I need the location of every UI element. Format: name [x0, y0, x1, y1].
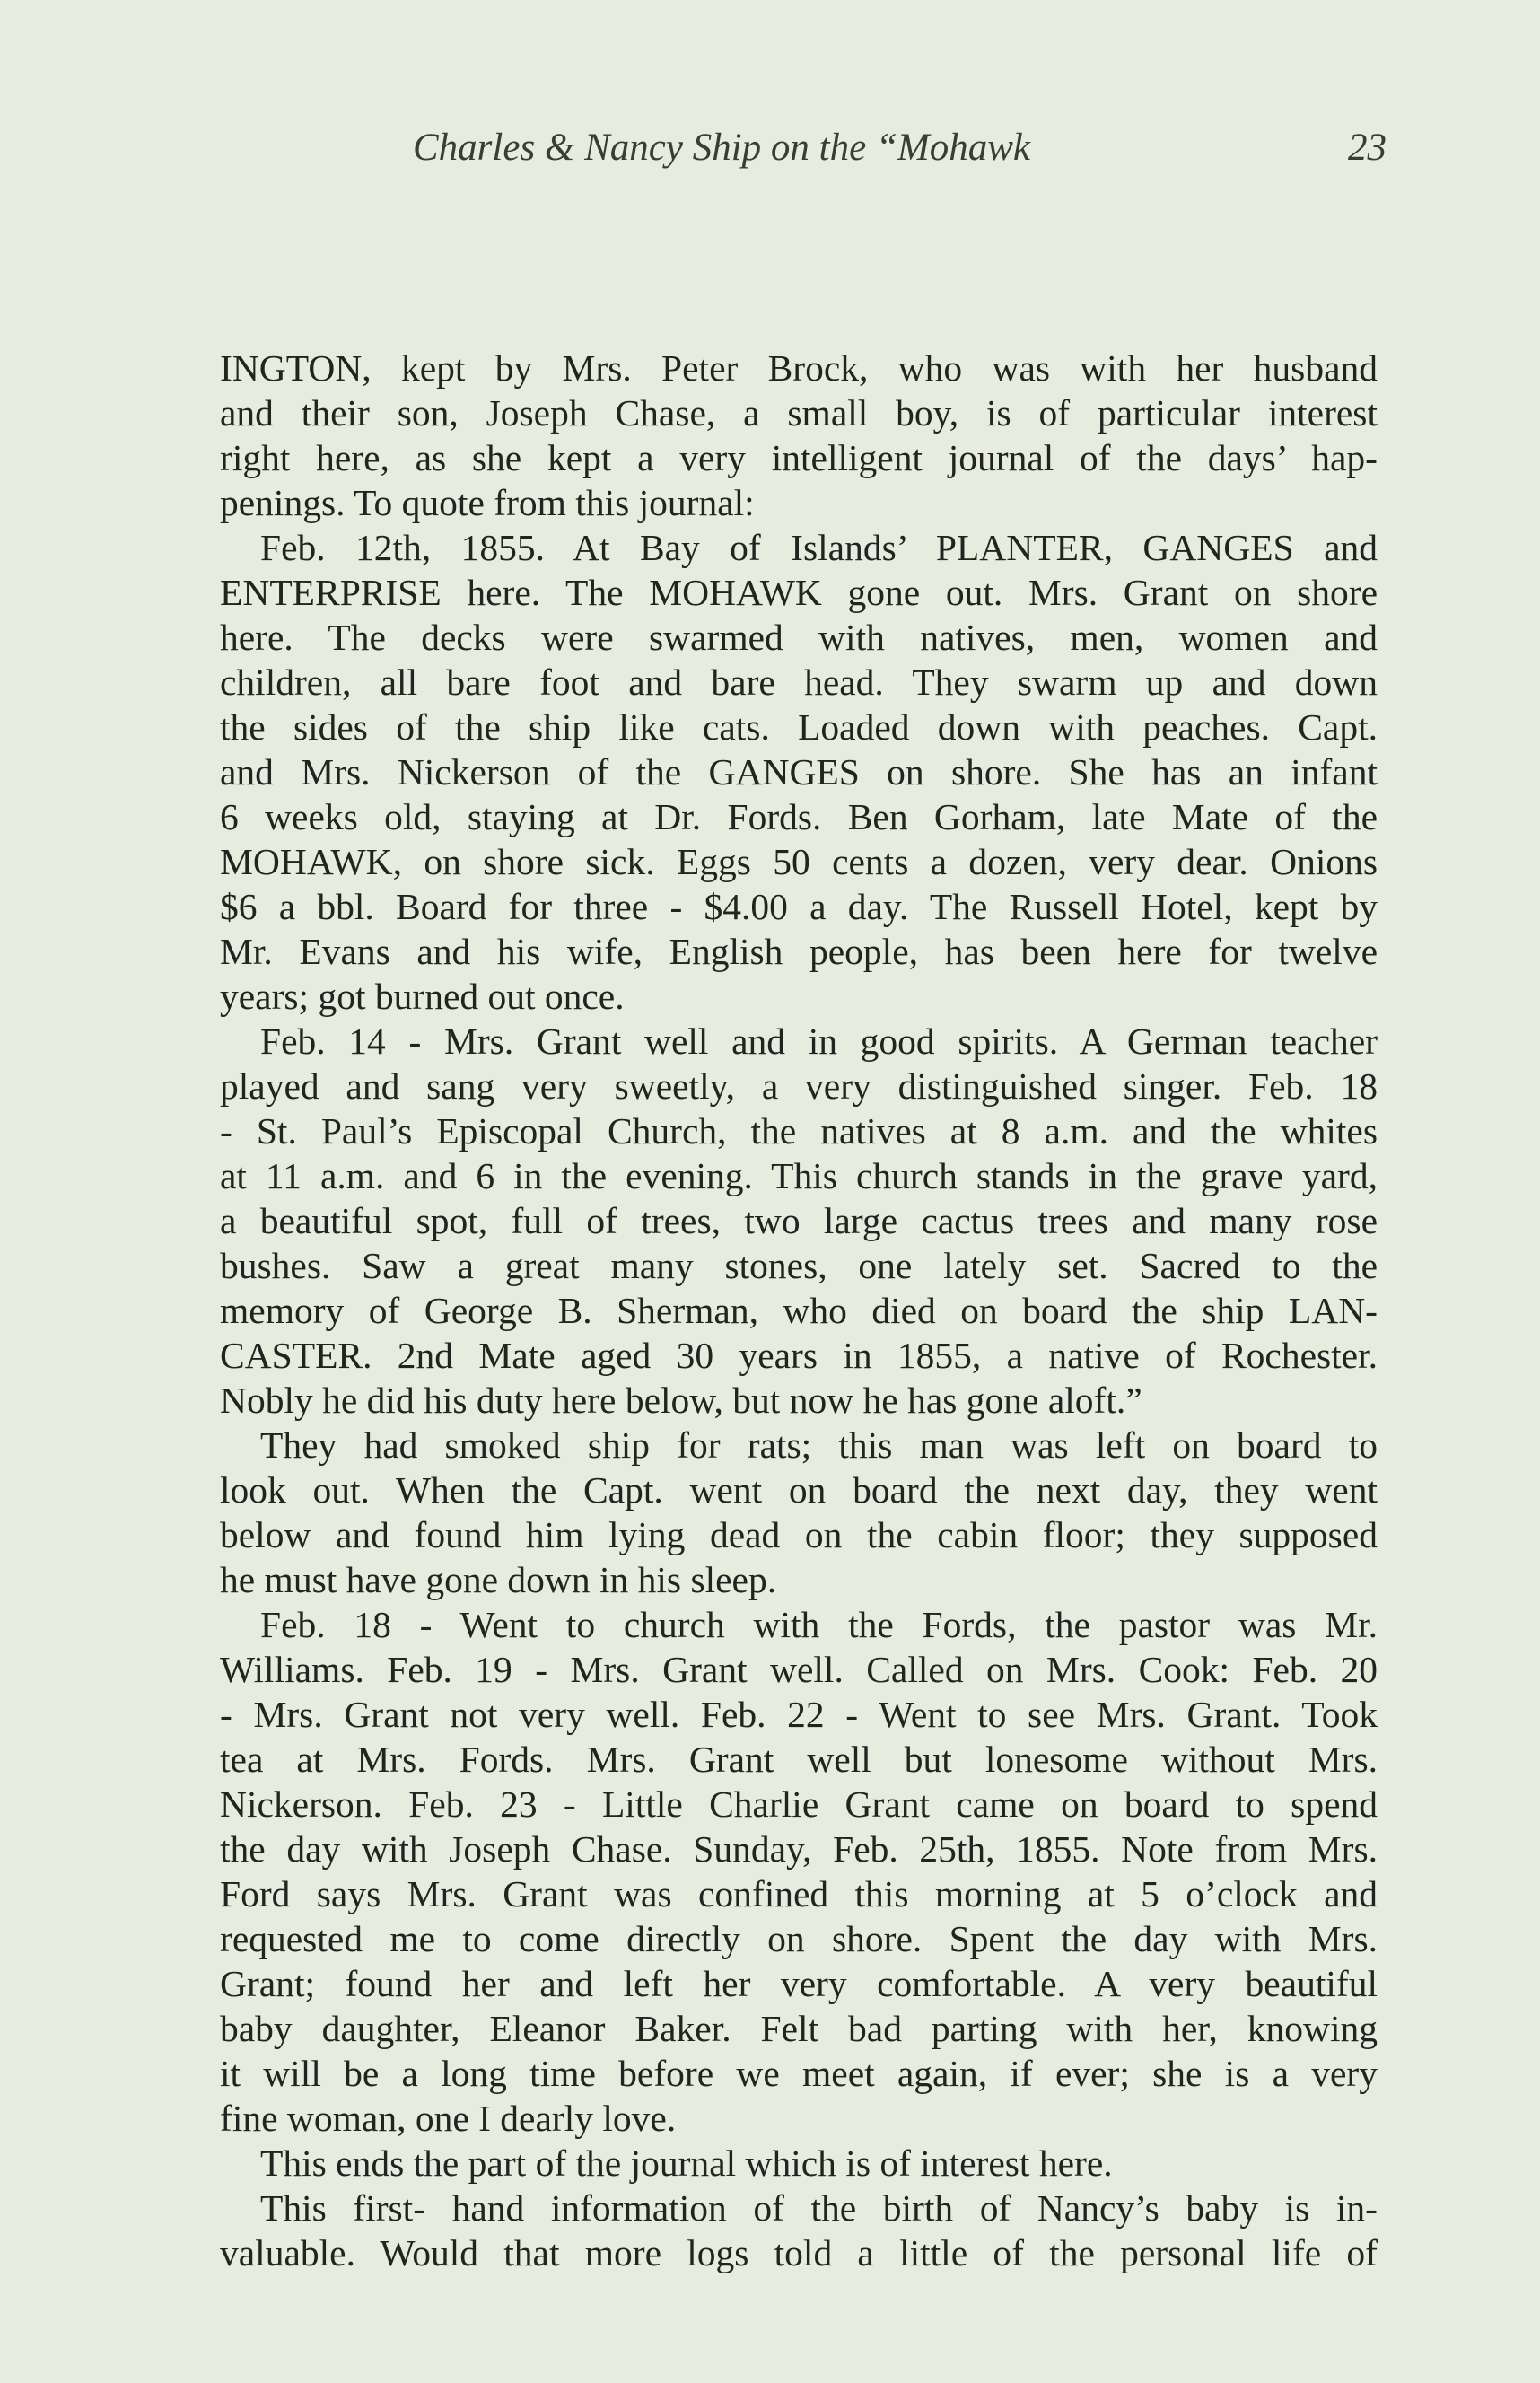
running-title: Charles & Nancy Ship on the “Mohawk — [413, 127, 1030, 169]
text-line: children, all bare foot and bare head. They swarm up and down — [220, 661, 1378, 703]
text-line: played and sang very sweetly, a very distinguished singer. Feb. 18 — [220, 1065, 1378, 1107]
text-line: the sides of the ship like cats. Loaded down with peaches. Capt. — [220, 706, 1378, 748]
text-line: - St. Paul’s Episcopal Church, the natives at 8 a.m. and the whites — [220, 1110, 1378, 1152]
text-line: a beautiful spot, full of trees, two large cactus trees and many rose — [220, 1200, 1378, 1241]
text-line: valuable. Would that more logs told a little of the personal life of — [220, 2232, 1378, 2273]
text-line: bushes. Saw a great many stones, one lately set. Sacred to the — [220, 1245, 1378, 1286]
text-line: and Mrs. Nickerson of the GANGES on shore. She has an infant — [220, 751, 1378, 793]
text-line: Nobly he did his duty here below, but now he has gone aloft.” — [220, 1380, 1142, 1421]
text-line: This ends the part of the journal which is of interest here. — [260, 2142, 1113, 2184]
text-line: Williams. Feb. 19 - Mrs. Grant well. Called on Mrs. Cook: Feb. 20 — [220, 1649, 1378, 1690]
text-line: right here, as she kept a very intelligent journal of the days’ hap- — [220, 437, 1378, 478]
text-line: Nickerson. Feb. 23 - Little Charlie Grant came on board to spend — [220, 1783, 1378, 1825]
text-line: This first- hand information of the birth of Nancy’s baby is in- — [260, 2187, 1378, 2229]
text-line: - Mrs. Grant not very well. Feb. 22 - Went to see Mrs. Grant. Took — [220, 1694, 1378, 1735]
page-number: 23 — [1348, 127, 1387, 169]
text-line: baby daughter, Eleanor Baker. Felt bad parting with her, knowing — [220, 2008, 1378, 2049]
text-line: Grant; found her and left her very comfortable. A very beautiful — [220, 1963, 1378, 2004]
text-line: Mr. Evans and his wife, English people, has been here for twelve — [220, 931, 1378, 972]
text-line: requested me to come directly on shore. Spent the day with Mrs. — [220, 1918, 1378, 1959]
body-text — [220, 346, 1378, 2275]
text-line: Ford says Mrs. Grant was confined this morning at 5 o’clock and — [220, 1873, 1378, 1914]
text-line: MOHAWK, on shore sick. Eggs 50 cents a dozen, very dear. Onions — [220, 841, 1378, 882]
text-line: below and found him lying dead on the cabin floor; they supposed — [220, 1514, 1378, 1555]
running-head — [220, 126, 1387, 180]
text-line: INGTON, kept by Mrs. Peter Brock, who was with her husband — [220, 347, 1378, 389]
text-line: he must have gone down in his sleep. — [220, 1559, 777, 1600]
text-line: CASTER. 2nd Mate aged 30 years in 1855, a native of Rochester. — [220, 1335, 1378, 1376]
text-line: Feb. 18 - Went to church with the Fords, the pastor was Mr. — [260, 1604, 1378, 1645]
text-line: penings. To quote from this journal: — [220, 482, 755, 523]
text-line: tea at Mrs. Fords. Mrs. Grant well but lonesome without Mrs. — [220, 1739, 1378, 1780]
text-line: memory of George B. Sherman, who died on board the ship LAN- — [220, 1290, 1378, 1331]
text-line: fine woman, one I dearly love. — [220, 2098, 677, 2139]
text-line: Feb. 14 - Mrs. Grant well and in good spirits. A German teacher — [260, 1021, 1378, 1062]
text-line: 6 weeks old, staying at Dr. Fords. Ben Gorham, late Mate of the — [220, 796, 1378, 837]
text-line: They had smoked ship for rats; this man was left on board to — [260, 1424, 1378, 1466]
text-line: it will be a long time before we meet again, if ever; she is a very — [220, 2053, 1378, 2094]
text-line: ENTERPRISE here. The MOHAWK gone out. Mrs. Grant on shore — [220, 572, 1378, 613]
text-line: Feb. 12th, 1855. At Bay of Islands’ PLANTER, GANGES and — [260, 527, 1378, 568]
text-line: and their son, Joseph Chase, a small boy, is of particular interest — [220, 392, 1378, 434]
text-line: $6 a bbl. Board for three - $4.00 a day. The Russell Hotel, kept by — [220, 886, 1378, 927]
text-line: here. The decks were swarmed with natives, men, women and — [220, 617, 1378, 658]
text-line: look out. When the Capt. went on board the next day, they went — [220, 1469, 1378, 1511]
text-line: at 11 a.m. and 6 in the evening. This church stands in the grave yard, — [220, 1155, 1378, 1196]
text-line: years; got burned out once. — [220, 976, 625, 1017]
text-line: the day with Joseph Chase. Sunday, Feb. 25th, 1855. Note from Mrs. — [220, 1828, 1378, 1870]
